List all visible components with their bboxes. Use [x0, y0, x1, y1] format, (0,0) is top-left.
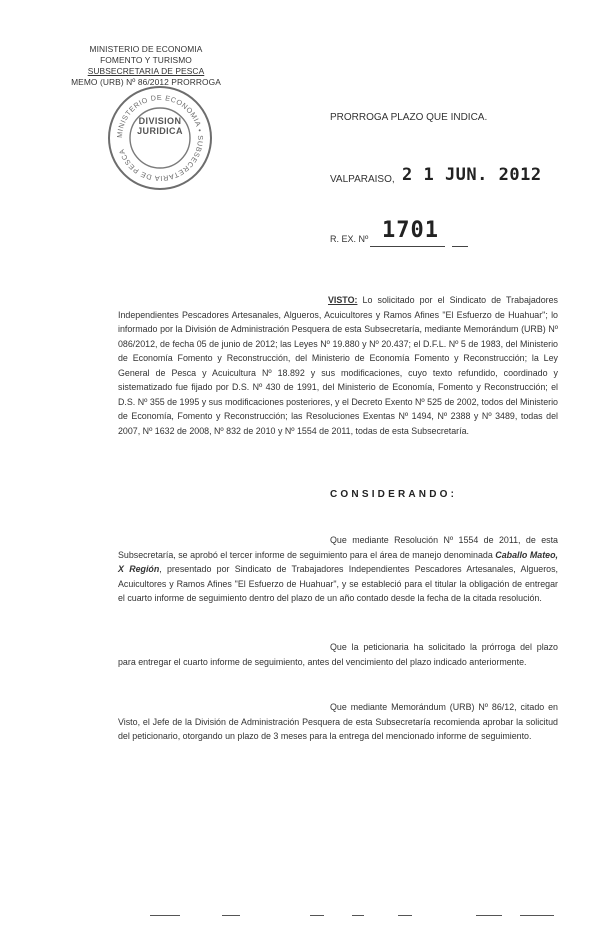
visto-label: VISTO:: [328, 295, 358, 305]
stamp-ring-text: MINISTERIO DE ECONOMIA • SUBSECRETARIA DE PESCA: [114, 92, 206, 184]
considerando-paragraph-1: [118, 533, 558, 606]
area-name: Caballo Mateo, X Región: [118, 549, 558, 574]
letterhead: [66, 44, 226, 88]
footer-mark: [310, 915, 324, 916]
stamp-line-division: DIVISION: [138, 116, 182, 126]
considerando-p2-text: Que la peticionaria ha solicitado la prórroga del plazo para entregar el cuarto informe de seguimiento, antes del vencimiento del plazo indicado anteriormente.: [118, 642, 558, 667]
considerando-p1-text-a: Que mediante Resolución Nº 1554 de 2011, de esta Subsecretaría, se aprobó el tercer informe de seguimiento para el área de manejo denominada: [118, 535, 558, 560]
footer-mark: [520, 915, 554, 916]
place-name: VALPARAISO,: [330, 174, 395, 185]
footer-marks: [0, 915, 600, 925]
footer-mark: [398, 915, 412, 916]
resolution-number: 1701: [382, 218, 439, 243]
resolution-number-line: [330, 218, 530, 248]
resolution-underline-tail: [452, 246, 468, 247]
considerando-paragraph-3: [118, 700, 558, 744]
division-juridica-stamp: [108, 86, 212, 190]
considerando-p1-text-c: , presentado por Sindicato de Trabajadores Independientes Pescadores Artesanales, Algueros, Acuicultores y Ramos Afines "El Esfuerzo de Huahuar", y se estableció para el titular la obligación de entregar el cuarto informe de seguimiento dentro del plazo de un año contado desde la fecha de la citada resolución.: [118, 564, 558, 603]
footer-mark: [222, 915, 240, 916]
footer-mark: [150, 915, 180, 916]
place-date-line: [330, 165, 550, 193]
resolution-prefix: R. EX. Nº: [330, 234, 369, 244]
considerando-p3-text: Que mediante Memorándum (URB) Nº 86/12, citado en Visto, el Jefe de la División de Administración Pesquera de esta Subsecretaría recomienda aprobar la solicitud del peticionario, otorgando un plazo de 3 meses para la entrega del mencionado informe de seguimiento.: [118, 702, 558, 741]
footer-mark: [476, 915, 502, 916]
considerando-paragraph-2: [118, 640, 558, 669]
subsecretaria-name: SUBSECRETARIA DE PESCA: [87, 66, 205, 76]
footer-mark: [352, 915, 364, 916]
considerando-heading: CONSIDERANDO:: [330, 489, 458, 500]
memo-reference: MEMO (URB) Nº 86/2012 PRORROGA: [71, 77, 221, 87]
resolution-underline: [370, 246, 445, 247]
visto-paragraph: [118, 293, 558, 438]
ministry-subtitle: FOMENTO Y TURISMO: [100, 55, 192, 65]
svg-text:MINISTERIO DE ECONOMIA • SUBSE: [115, 93, 205, 183]
stamp-line-juridica: JURIDICA: [137, 126, 183, 136]
visto-text: Lo solicitado por el Sindicato de Trabajadores Independientes Pescadores Artesanales, Algueros, Acuicultores y Ramos Afines "El Esfuerzo de Huahuar"; lo informado por la División de Administración Pesquera de esta Subsecretaría, mediante Memorándum (URB) Nº 086/2012, de fecha 05 de junio de 2012; las Leyes Nº 19.880 y Nº 20.437; el D.F.L. Nº 5 de 1983, del Ministerio de Economía Fomento y Reconstrucción, del Ministerio de Economía Fomento y Reconstrucción; la Ley General de Pesca y Acuicultura Nº 18.892 y sus modificaciones, cuyo texto refundido, coordinado y sistematizado fue fijado por D.S. Nº 430 de 1991, del Ministerio de Economía, Fomento y Reconstrucción; el D.S. Nº 355 de 1995 y sus modificaciones posteriores, y el Decreto Exento Nº 525 de 2002, todos del Ministerio de Economía, Fomento y Reconstrucción; las Resoluciones Exentas Nº 1494, Nº 2388 y Nº 3489, todas del 2007, Nº 1632 de 2008, Nº 832 de 2010 y Nº 1554 de 2011, todas de esta Subsecretaría.: [118, 295, 558, 436]
document-subject: PRORROGA PLAZO QUE INDICA.: [330, 112, 488, 123]
stamp-ring: [110, 88, 210, 188]
ministry-name: MINISTERIO DE ECONOMIA: [89, 44, 203, 54]
stamp-center: [132, 116, 188, 136]
date-stamp: 2 1 JUN. 2012: [402, 165, 542, 185]
